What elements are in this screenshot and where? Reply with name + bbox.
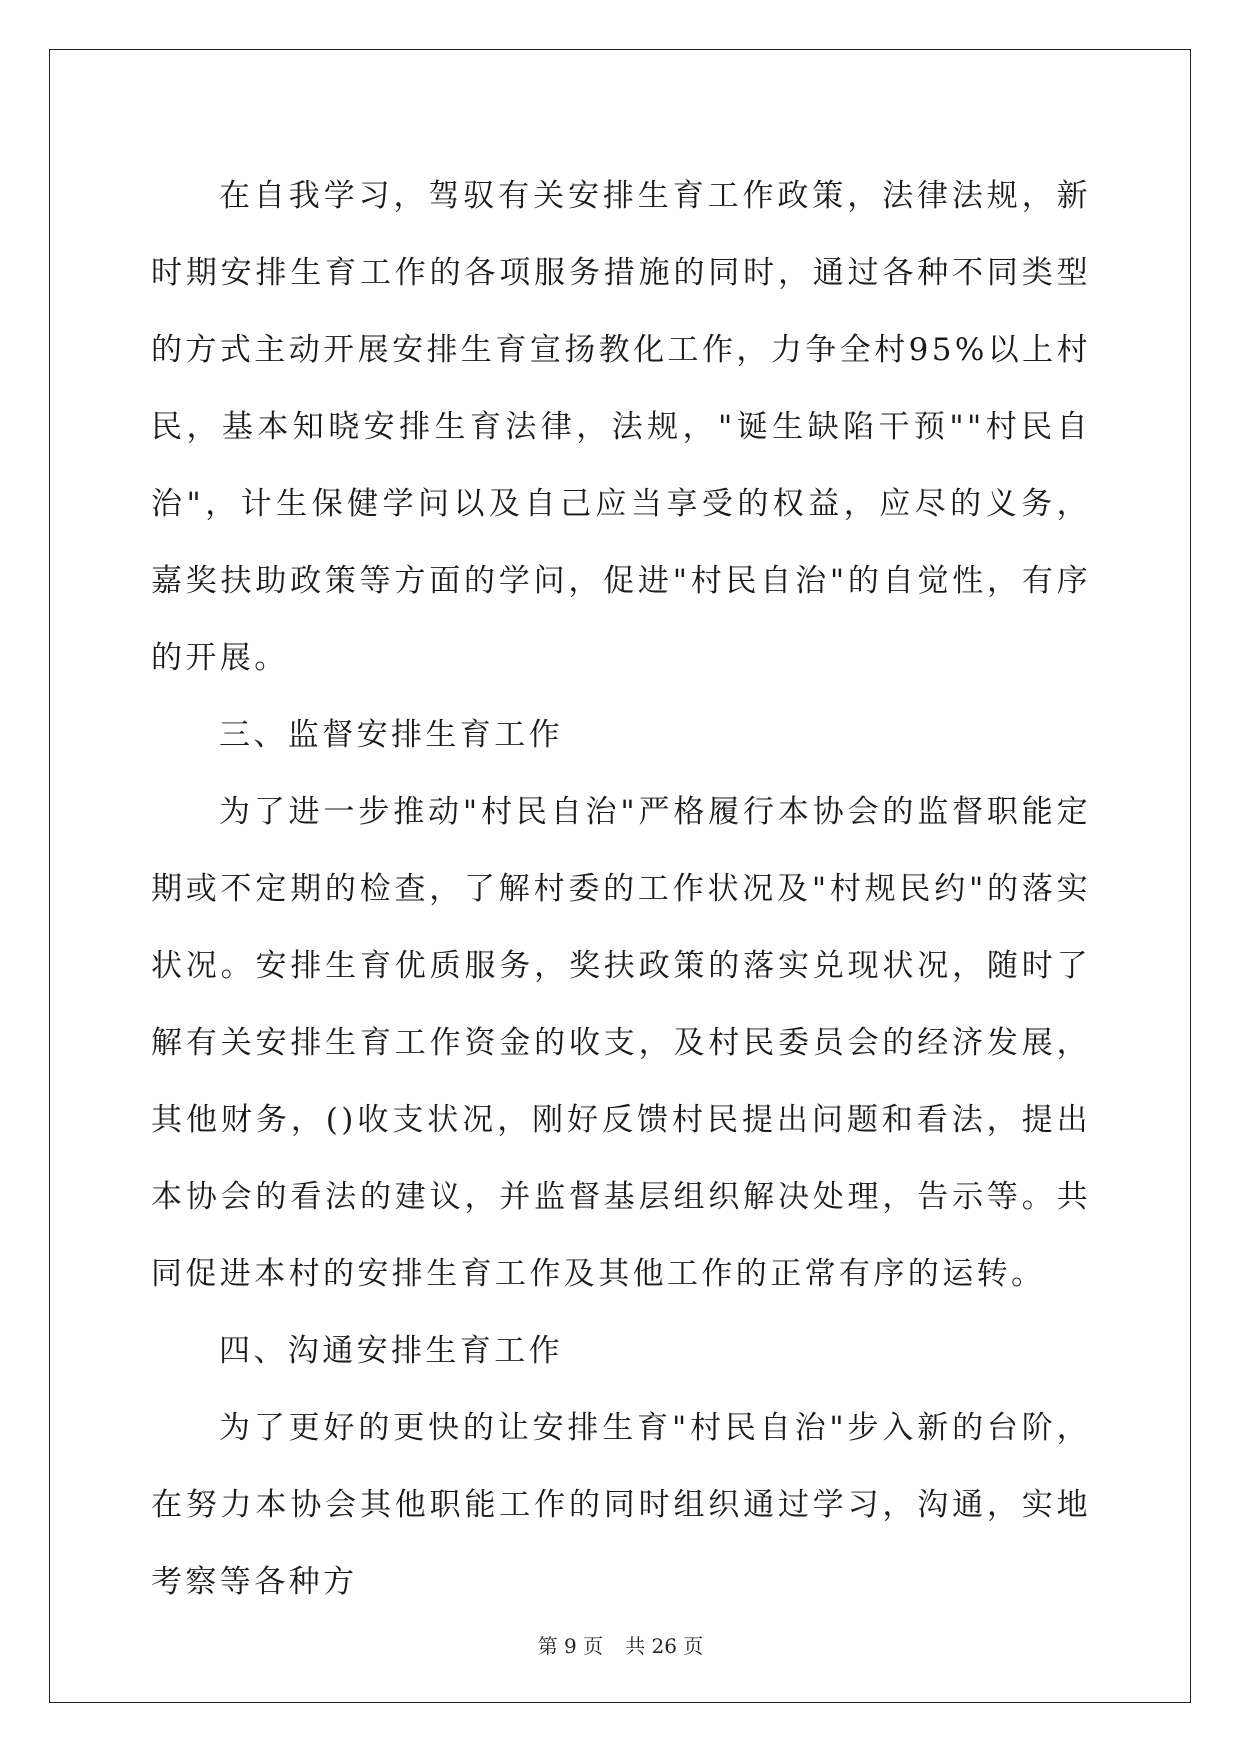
paragraph-2: 为了进一步推动"村民自治"严格履行本协会的监督职能定期或不定期的检查，了解村委的工作状况及"村规民约"的落实状况。安排生育优质服务，奖扶政策的落实兑现状况，随时了解有关安排生育工作资金的收支，及村民委员会的经济发展，其他财务，()收支状况，刚好反馈村民提出问题和看法，提出本协会的看法的建议，并监督基层组织解决处理，告示等。共同促进本村的安排生育工作及其他工作的正常有序的运转。 [151,794,1091,1292]
page-total: 共 26 页 [625,1634,704,1658]
page-footer [0,1630,1241,1659]
document-body [151,158,1091,1621]
page-number: 第 9 页 [537,1634,604,1658]
paragraph-1: 在自我学习，驾驭有关安排生育工作政策，法律法规，新时期安排生育工作的各项服务措施的同时，通过各种不同类型的方式主动开展安排生育宣扬教化工作，力争全村95%以上村民，基本知晓安排生育法律，法规，"诞生缺陷干预""村民自治"，计生保健学问以及自己应当享受的权益，应尽的义务，嘉奖扶助政策等方面的学问，促进"村民自治"的自觉性，有序的开展。 [151,178,1091,676]
paragraph-3: 为了更好的更快的让安排生育"村民自治"步入新的台阶，在努力本协会其他职能工作的同时组织通过学习，沟通，实地考察等各种方 [151,1410,1091,1600]
section-heading-3: 三、监督安排生育工作 [219,717,563,753]
section-heading-4: 四、沟通安排生育工作 [219,1333,563,1369]
